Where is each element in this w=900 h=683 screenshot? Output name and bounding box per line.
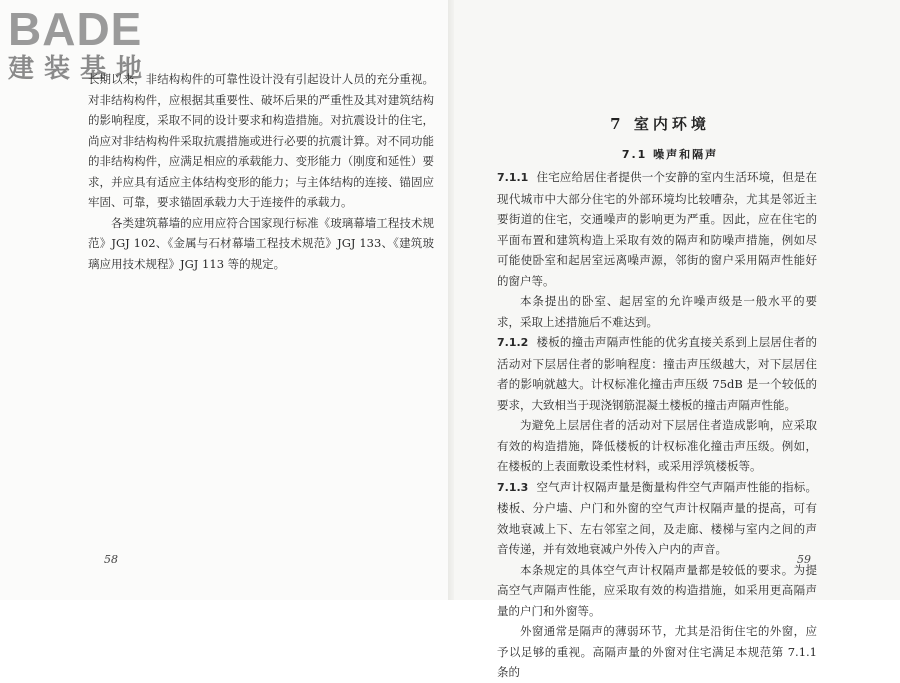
left-page-body xyxy=(88,69,434,274)
book-gutter xyxy=(448,0,454,600)
left-paragraph-1: 长期以来，非结构构件的可靠性设计没有引起设计人员的充分重视。对非结构构件，应根据其重要性、破坏后果的严重性及其对建筑结构的影响程度，采取不同的设计要求和构造措施。对抗震设计的住宅，尚应对非结构构件采取抗震措施或进行必要的抗震计算。对不同功能的非结构构件，应满足相应的承载能力、变形能力（刚度和延性）要求，并应具有适应主体结构变形的能力；与主体结构的连接、锚固应牢固、可靠，要求锚固承载力大于连接件的承载力。 xyxy=(88,72,434,209)
page-number-left: 58 xyxy=(104,553,118,566)
chapter-title: 7 室内环境 xyxy=(610,115,710,133)
right-paragraph: 外窗通常是隔声的薄弱环节，尤其是沿街住宅的外窗，应予以足够的重视。高隔声量的外窗对住宅满足本规范第 7.1.1 条的 xyxy=(497,624,817,679)
clause-text: 空气声计权隔声量是衡量构件空气声隔声性能的指标。楼板、分户墙、户门和外窗的空气声计权隔声量的提高，可有效地衰减上下、左右邻室之间，及走廊、楼梯与室内之间的声音传递，并有效地衰减户外传入户内的声音。 xyxy=(497,479,817,556)
page-number-right: 59 xyxy=(797,553,811,566)
clause-text: 楼板的撞击声隔声性能的优劣直接关系到上层居住者的活动对下层居住者的影响程度：撞击声压级越大，对下层居住者的影响就越大。计权标准化撞击声压级 75dB 是一个较低的要求，大致相当于现浇钢筋混凝土楼板的撞击声隔声性能。 xyxy=(497,335,817,412)
clause-7-1-2 xyxy=(497,332,817,415)
clause-number: 7.1.3 xyxy=(497,480,529,494)
right-paragraph: 为避免上层居住者的活动对下层居住者造成影响，应采取有效的构造措施，降低楼板的计权标准化撞击声压级。例如，在楼板的上表面敷设柔性材料，或采用浮筑楼板等。 xyxy=(497,418,817,473)
watermark-word: BADE xyxy=(8,3,143,55)
right-page-body xyxy=(497,167,817,683)
clause-number: 7.1.2 xyxy=(497,336,529,349)
right-paragraph: 本条规定的具体空气声计权隔声量都是较低的要求。为提高空气声隔声性能，应采取有效的构造措施，如采用更高隔声量的户门和外窗等。 xyxy=(497,562,817,618)
clause-number: 7.1.1 xyxy=(497,171,529,184)
watermark-subtitle: 建装基地 xyxy=(8,54,153,84)
clause-7-1-1 xyxy=(497,167,817,291)
left-paragraph-2: 各类建筑幕墙的应用应符合国家现行标准《玻璃幕墙工程技术规范》JGJ 102、《金属与石材幕墙工程技术规范》JGJ 133、《建筑玻璃应用技术规程》JGJ 113 等的规定。 xyxy=(88,215,434,271)
right-paragraph: 本条提出的卧室、起居室的允许噪声级是一般水平的要求，采取上述措施后不难达到。 xyxy=(497,294,817,329)
clause-7-1-3 xyxy=(497,477,817,560)
clause-text: 住宅应给居住者提供一个安静的室内生活环境，但是在现代城市中大部分住宅的外部环境均比较嘈杂，尤其是邻近主要街道的住宅，交通噪声的影响更为严重。因此，应在住宅的平面布置和建筑构造上采取有效的隔声和防噪声措施，例如尽可能使卧室和起居室远离噪声源，邻街的窗户采用隔声性能好的窗户等。 xyxy=(497,170,817,288)
section-title: 7.1 噪声和隔声 xyxy=(621,148,719,161)
